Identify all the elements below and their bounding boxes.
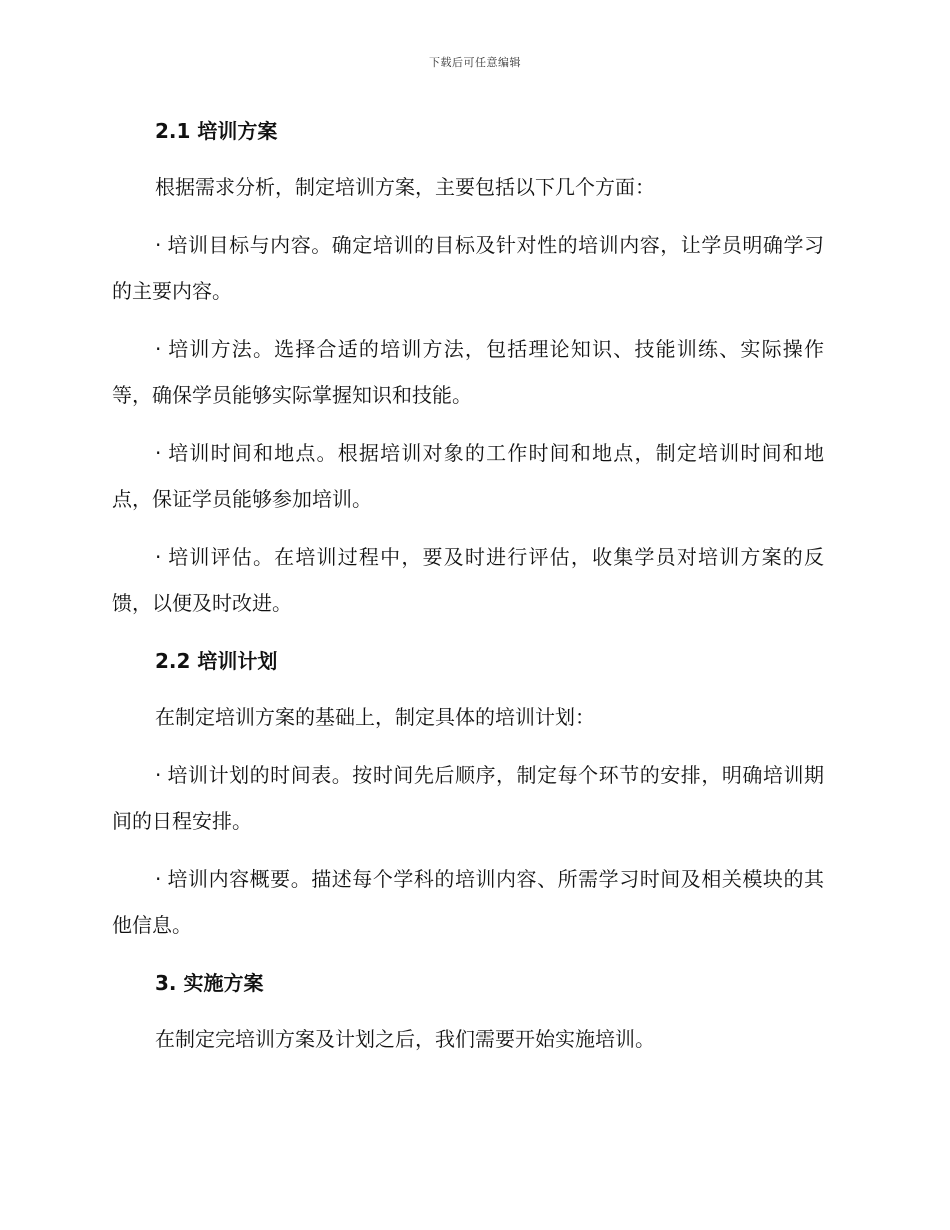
section-heading-3: 3. 实施方案	[155, 971, 264, 995]
bullet-item-time-place	[112, 430, 824, 522]
bullet-dot: ·	[155, 763, 162, 787]
bullet-dot: ·	[155, 233, 162, 257]
bullet-text: 培训计划的时间表。按时间先后顺序，制定每个环节的安排，明确培训期间的日程安排。	[112, 763, 824, 833]
paragraph-intro-plan: 根据需求分析，制定培训方案，主要包括以下几个方面：	[155, 175, 655, 199]
bullet-item-methods	[112, 326, 824, 418]
document-body	[112, 108, 824, 1074]
section-heading-2-2: 2.2 培训计划	[155, 649, 278, 673]
bullet-text: 培训目标与内容。确定培训的目标及针对性的培训内容，让学员明确学习的主要内容。	[112, 233, 824, 303]
bullet-text: 培训方法。选择合适的培训方法，包括理论知识、技能训练、实际操作等，确保学员能够实际掌握知识和技能。	[112, 337, 824, 407]
paragraph-intro-schedule: 在制定培训方案的基础上，制定具体的培训计划：	[155, 705, 595, 729]
bullet-item-timetable	[112, 752, 824, 844]
bullet-item-content-summary	[112, 856, 824, 948]
bullet-dot: ·	[155, 337, 162, 361]
paragraph-implementation: 在制定完培训方案及计划之后，我们需要开始实施培训。	[155, 1027, 655, 1051]
bullet-text: 培训评估。在培训过程中，要及时进行评估，收集学员对培训方案的反馈，以便及时改进。	[112, 545, 824, 615]
bullet-dot: ·	[155, 441, 162, 465]
header-note: 下载后可任意编辑	[429, 56, 521, 69]
bullet-item-evaluation	[112, 534, 824, 626]
bullet-item-goals	[112, 222, 824, 314]
bullet-dot: ·	[155, 867, 162, 891]
section-heading-2-1: 2.1 培训方案	[155, 119, 278, 143]
bullet-text: 培训内容概要。描述每个学科的培训内容、所需学习时间及相关模块的其他信息。	[112, 867, 824, 937]
bullet-dot: ·	[155, 545, 162, 569]
bullet-text: 培训时间和地点。根据培训对象的工作时间和地点，制定培训时间和地点，保证学员能够参加培训。	[112, 441, 824, 511]
